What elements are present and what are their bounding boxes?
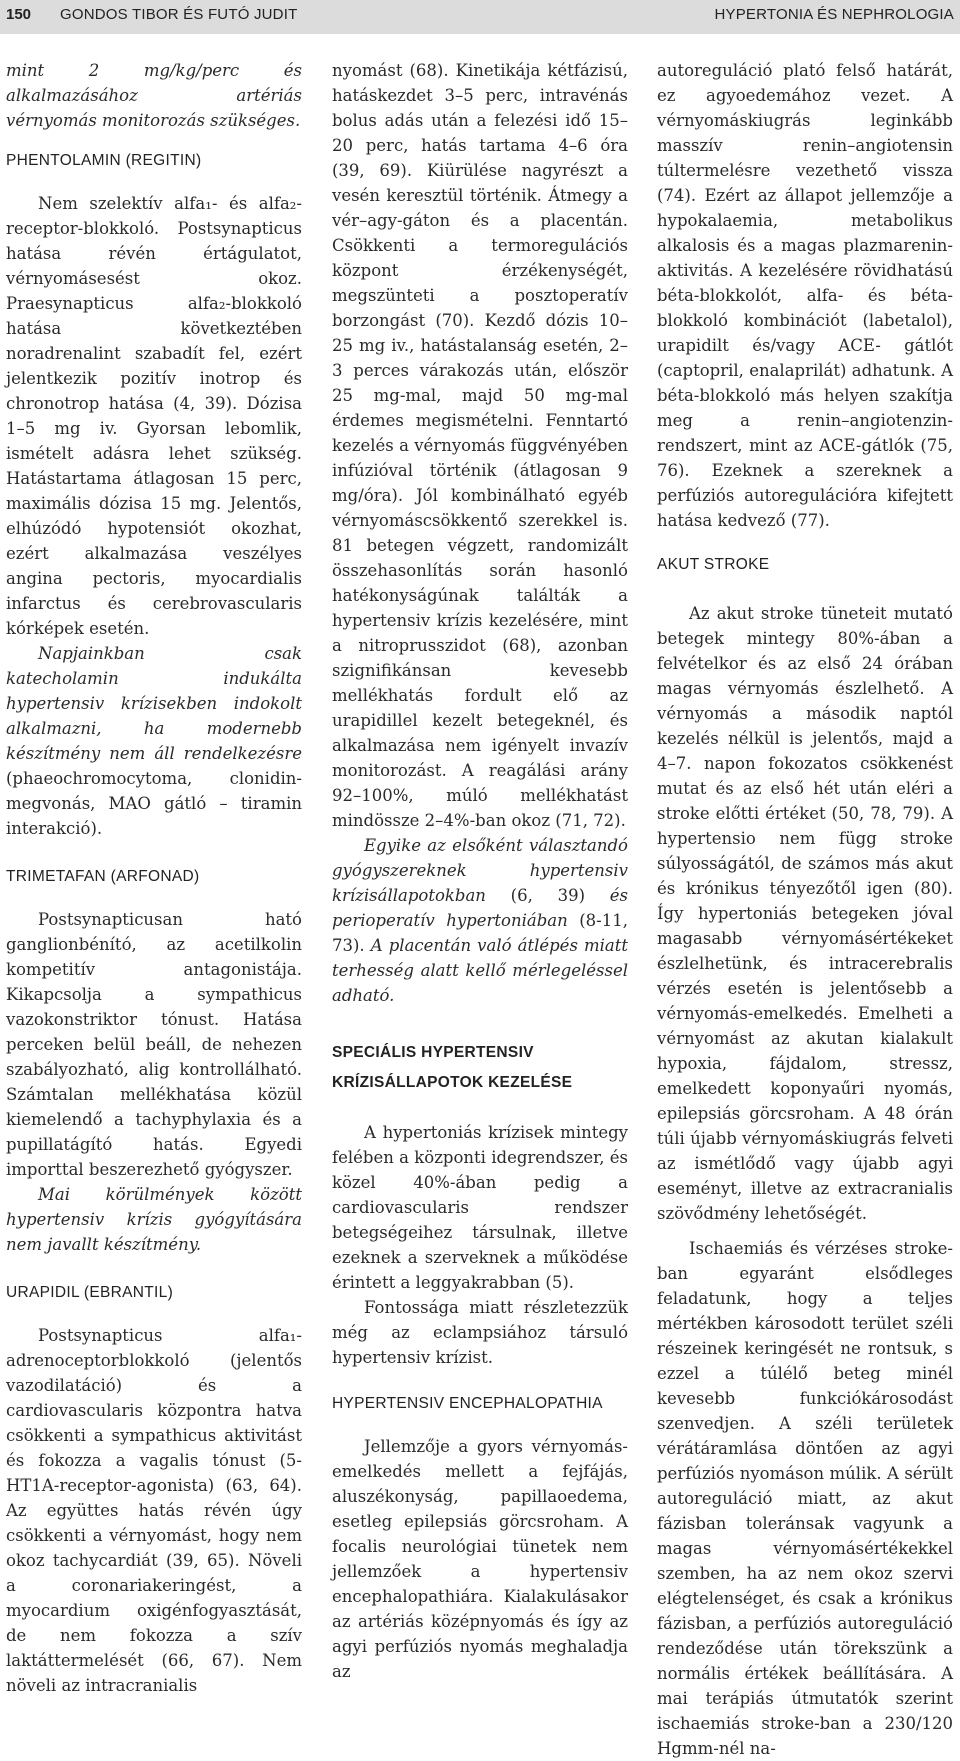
urapidil-paragraph-1: Postsynapticus alfa₁-adrenoceptorblokkoló (jelentős vazodilatáció) és a cardiovascularis központra hatva csökkenti a sympathicus aktivitást és fokozza a vagalis tónust (5-HT1A-receptor-agonista) (63, 64). Az együttes hatás révén úgy csökkenti a vérnyomást, hogy nem okoz tachycardiát (39, 65). Növeli a coronariakeringést, a myocardium oxigénfogyasztását, de nem fokozza a szív laktáttermelését (66, 67). Nem növeli az intracranialis <box>6 1326 302 1695</box>
heading-encephalopathia: HYPERTENSIV ENCEPHALOPATHIA <box>332 1395 603 1412</box>
urapidil-text-b: (6, 39) <box>485 886 610 905</box>
phentolamin-italic-text: Napjainkban csak katecholamin indukálta hypertensiv krízisekben indokolt alkalmazni, ha modernebb készítmény nem áll rendelkezésre <box>6 644 302 763</box>
encephalopathia-paragraph-2: autoreguláció plató felső határát, ez agyoedemához vezet. A vérnyomáskiugrás leginkább masszív renin–angiotensin túltermelésre vezethető vissza (74). Ezért az állapot jellemzője a hypokalaemia, metabolikus alkalosis és a magas plazmarenin-aktivitás. A kezelésére rövidhatású béta-blokkolót, alfa- és béta-blokkoló kombinációt (labetalol), urapidilt és/vagy ACE- gátlót (captopril, enalaprilát) adhatunk. A béta-blokkoló más helyen szakítja meg a renin–angiotenzin-rendszert, mint az ACE-gátlók (75, 76). Ezeknek a szereknek a perfúziós autoregulációra kifejtett hatása kedvező (77). <box>657 61 953 530</box>
heading-special-line-2: KRÍZISÁLLAPOTOK KEZELÉSE <box>332 1074 573 1091</box>
heading-special-line-1: SPECIÁLIS HYPERTENSIV <box>332 1044 534 1061</box>
stroke-paragraph-2: Ischaemiás és vérzéses stroke-ban egyaránt elsődleges feladatunk, hogy a teljes mértékben károsodott terület széli részeinek keringését ne rontsuk, s ezzel a túlélő beteg minél kevesebb funkciókárosodást szenvedjen. A széli területek vérátáramlása döntően az agyi perfúziós nyomáson múlik. A sérült autoreguláció miatt, az akut fázisban toleránsak vagyunk a magas vérnyomásértékekkel szemben, ha az nem okoz szervi elégtelenséget, és csak a krónikus fázisban, a perfúziós autoreguláció rendeződése után törekszünk a normális értékek beállítására. A mai terápiás útmutatók szerint ischaemiás stroke-ban a 230/120 Hgmm-nél na- <box>657 1239 953 1758</box>
urapidil-paragraph-2: nyomást (68). Kinetikája kétfázisú, hatáskezdet 3–5 perc, intravénás bolus adás után a felezési idő 15–20 perc, hatás tartama 4–6 óra (39, 69). Kiürülése nagyrészt a vesén keresztül történik. Átmegy a vér–agy-gáton és a placentán. Csökkenti a termoregulációs központ érzékenységét, megszünteti a posztoperatív borzongást (70). Kezdő dózis 10–25 mg iv., hatástalanság esetén, 2–3 perces várakozás után, először 25 mg-mal, majd 50 mg-mal érdemes megismételni. Fenntartó kezelés a vérnyomás függvényében infúzióval történik (átlagosan 9 mg/óra). Jól kombinálható egyéb vérnyomáscsökkentő szerekkel is. 81 betegen végzett, randomizált összehasonlítás során hasonló hatékonyságúnak találták a hypertensiv krízis kezelésére, mint a nitroprusszidot (68), azonban szignifikánsan kevesebb mellékhatás fordult elő az urapidillel kezelt betegeknél, és alkalmazása nem igényelt invazív monitorozást. A reagálási arány 92–100%, múló mellékhatást mindössze 2–4%-ban okoz (71, 72). <box>332 61 628 830</box>
intro-paragraph: mint 2 mg/kg/perc és alkalmazásához artériás vérnyomás monitorozás szükséges. <box>6 61 302 130</box>
heading-trimetafan: TRIMETAFAN (ARFONAD) <box>6 868 200 885</box>
trimetafan-paragraph-1: Postsynapticusan ható ganglionbénító, az acetilkolin kompetitív antagonistája. Kikapcsolja a sympathicus vazokonstriktor tónust. Hatása perceken belül beáll, de nehezen szabályozható, alig kontrollálható. Számtalan mellékhatása közül kiemelendő a tachyphylaxia és a pupillatágító hatás. Egyedi importtal beszerezhető gyógyszer. <box>6 910 302 1179</box>
phentolamin-rest-text: (phaeochromocytoma, clonidin-megvonás, MAO gátló – tiramin interakció). <box>6 769 302 838</box>
urapidil-paragraph-3 <box>332 833 628 1008</box>
page-number: 150 <box>6 6 32 23</box>
urapidil-italic-c: és perioperatív hypertoniában <box>332 886 628 930</box>
urapidil-italic-e: A placentán való átlépés miatt terhesség alatt kellő mérlegeléssel adható. <box>332 936 628 1005</box>
stroke-paragraph-1: Az akut stroke tüneteit mutató betegek mintegy 80%-ában a felvételkor és az első 24 órában magas vérnyomás észlelhető. A vérnyomás a második naptól kezelés nélkül is jelentős, majd a 4–7. napon fokozatos csökkenést mutat és az első hét után eléri a stroke előtti értéket (50, 78, 79). A hypertensio nem függ stroke súlyosságától, de számos más akut és krónikus tényezőtől igen (80). Így hypertoniás betegeken jóval magasabb vérnyomásértékeket észlelhetünk, és intracerebralis vérzés esetén is jelentősebb a vérnyomás-emelkedés. Emelheti a vérnyomást az akutan kialakult hypoxia, fájdalom, stressz, emelkedett koponyaűri nyomás, epilepsiás görcsroham. A 48 órán túli újabb vérnyomáskiugrás felveti az ismétlődő vagy újabb agyi eseményt, illetve az extracranialis szövődmény lehetőségét. <box>657 604 953 1223</box>
running-author: GONDOS TIBOR ÉS FUTÓ JUDIT <box>60 6 298 23</box>
running-section: HYPERTONIA ÉS NEPHROLOGIA <box>714 6 954 23</box>
special-paragraph-1: A hypertoniás krízisek mintegy felében a központi idegrendszer, és közel 40%-ában pedig a cardiovascularis rendszer betegségeihez társulnak, illetve ezeknek a szerveknek a működése érintett a leggyakrabban (5). <box>332 1123 628 1292</box>
column-right <box>657 58 953 1758</box>
urapidil-text-d: (8-11, 73). <box>332 911 628 955</box>
heading-special-crisis <box>332 1038 628 1098</box>
trimetafan-paragraph-2: Mai körülmények között hypertensiv krízis gyógyítására nem javallt készítmény. <box>6 1185 302 1254</box>
phentolamin-paragraph-2 <box>6 641 302 841</box>
column-left <box>6 58 302 1695</box>
encephalopathia-paragraph-1: Jellemzője a gyors vérnyomás-emelkedés mellett a fejfájás, aluszékonyság, papillaoedema, esetleg epilepsiás görcsroham. A focalis neurológiai tünetek nem jellemzőek a hypertensiv encephalopathiára. Kialakulásakor az artériás középnyomás és így az agyi perfúziós nyomás meghaladja az <box>332 1437 628 1681</box>
heading-phentolamin: PHENTOLAMIN (REGITIN) <box>6 152 202 169</box>
urapidil-italic-a: Egyike az elsőként választandó gyógyszereknek hypertensiv krízisállapotokban <box>332 836 628 905</box>
column-middle <box>332 58 628 1681</box>
heading-akut-stroke: AKUT STROKE <box>657 556 770 573</box>
phentolamin-paragraph-1: Nem szelektív alfa₁- és alfa₂-receptor-blokkoló. Postsynapticus hatása révén értágulatot, vérnyomásesést okoz. Praesynapticus alfa₂-blokkoló hatása következtében noradrenalint szabadít fel, ezért jelentkezik pozitív inotrop és chronotrop hatása (4, 39). Dózisa 1–5 mg iv. Gyorsan lebomlik, ismételt adásra lehet szükség. Hatástartama átlagosan 15 perc, maximális dózisa 15 mg. Jelentős, elhúzódó hypotensiót okozhat, ezért alkalmazása veszélyes angina pectoris, myocardialis infarctus és cerebrovascularis kórképek esetén. <box>6 194 302 638</box>
running-header <box>0 0 960 34</box>
heading-urapidil: URAPIDIL (EBRANTIL) <box>6 1284 174 1301</box>
special-paragraph-2: Fontossága miatt részletezzük még az eclampsiához társuló hypertensiv krízist. <box>332 1298 628 1367</box>
